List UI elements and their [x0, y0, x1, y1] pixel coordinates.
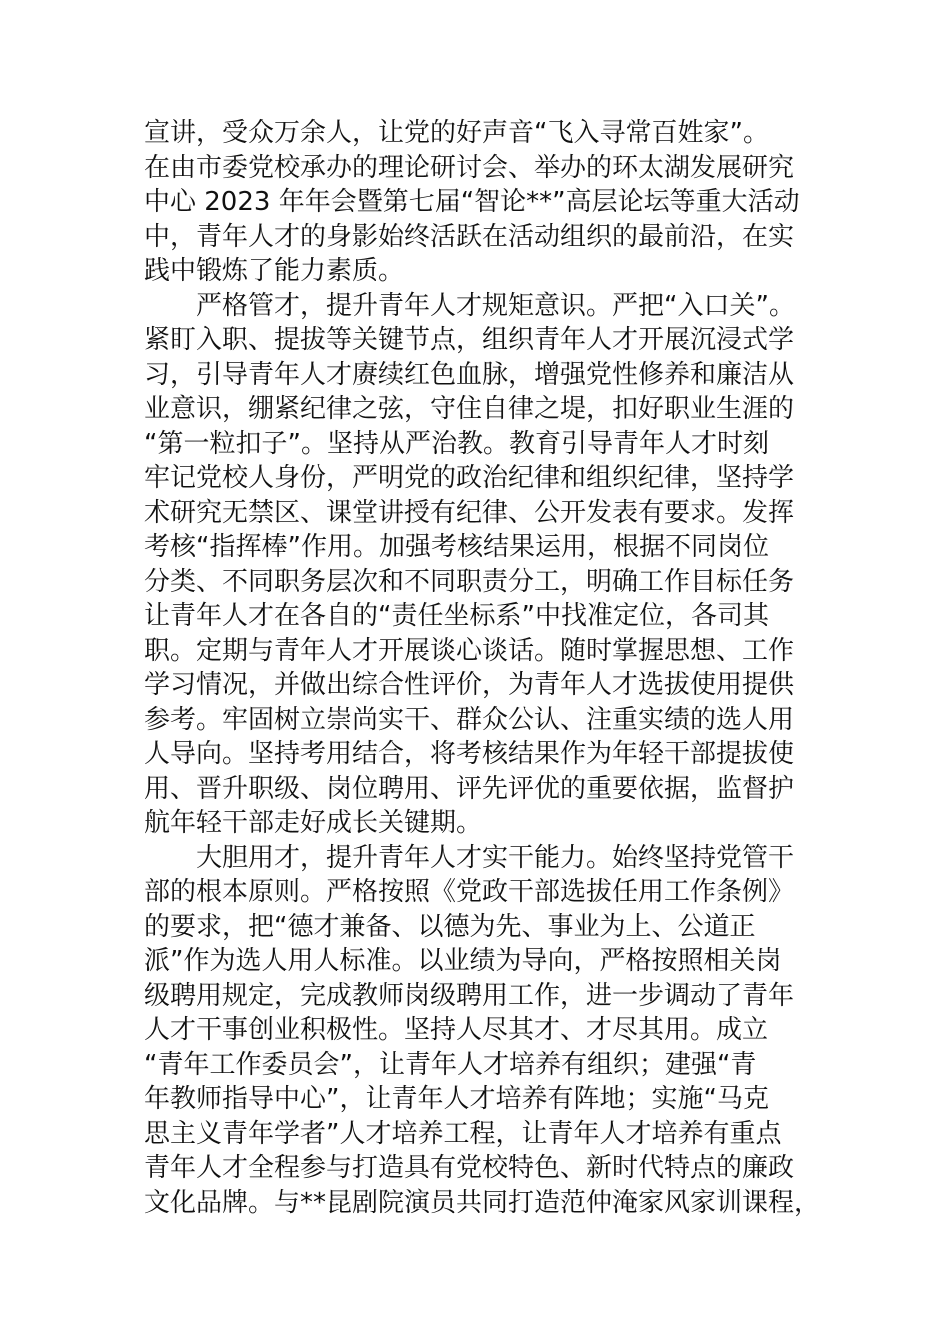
text-line: “青年工作委员会”，让青年人才培养有组织；建强“青 — [144, 1049, 757, 1080]
text-line: 职。定期与青年人才开展谈心谈话。随时掌握思想、工作 — [144, 635, 795, 666]
text-line: 让青年人才在各自的“责任坐标系”中找准定位，各司其 — [144, 601, 769, 631]
text-line: 年教师指导中心”，让青年人才培养有阵地；实施“马克 — [144, 1084, 769, 1114]
paragraph-start-line: 大胆用才，提升青年人才实干能力。始终坚持党管干 — [144, 842, 795, 873]
text-line: 宣讲，受众万余人，让党的好声音“飞入寻常百姓家”。 — [144, 118, 769, 148]
text-line: 用、晋升职级、岗位聘用、评先评优的重要依据，监督护 — [144, 773, 795, 804]
text-line: 在由市委党校承办的理论研讨会、举办的环太湖发展研究 — [144, 152, 795, 183]
text-line: 人导向。坚持考用结合，将考核结果作为年轻干部提拔使 — [144, 739, 795, 769]
text-line: 级聘用规定，完成教师岗级聘用工作，进一步调动了青年 — [144, 980, 795, 1011]
text-line: 践中锻炼了能力素质。 — [144, 256, 405, 286]
text-line: 文化品牌。与**昆剧院演员共同打造范仲淹家风家训课程， — [144, 1187, 821, 1218]
text-line: 的要求，把“德才兼备、以德为先、事业为上、公道正 — [144, 911, 756, 942]
text-line: 紧盯入职、提拔等关键节点，组织青年人才开展沉浸式学 — [144, 325, 795, 355]
text-line: 部的根本原则。严格按照《党政干部选拔任用工作条例》 — [144, 877, 795, 907]
text-line: 思主义青年学者”人才培养工程，让青年人才培养有重点 — [144, 1118, 782, 1149]
text-line: 航年轻干部走好成长关键期。 — [144, 808, 483, 838]
text-line: 中，青年人才的身影始终活跃在活动组织的最前沿，在实 — [144, 221, 795, 252]
text-line: 考核“指挥棒”作用。加强考核结果运用，根据不同岗位 — [144, 532, 769, 562]
text-line: 青年人才全程参与打造具有党校特色、新时代特点的廉政 — [144, 1153, 795, 1183]
paragraph-start-line: 严格管才，提升青年人才规矩意识。严把“入口关”。 — [144, 290, 795, 321]
text-line: 分类、不同职务层次和不同职责分工，明确工作目标任务 — [144, 566, 795, 597]
text-line: 习，引导青年人才赓续红色血脉，增强党性修养和廉洁从 — [144, 359, 795, 390]
text-line: 参考。牢固树立崇尚实干、群众公认、注重实绩的选人用 — [144, 704, 795, 735]
text-line: 派”作为选人用人标准。以业绩为导向，严格按照相关岗 — [144, 946, 782, 976]
text-line: “第一粒扣子”。坚持从严治教。教育引导青年人才时刻 — [144, 428, 769, 459]
text-line: 学习情况，并做出综合性评价，为青年人才选拔使用提供 — [144, 670, 795, 700]
document-body — [144, 116, 844, 1220]
text-line: 人才干事创业积极性。坚持人尽其才、才尽其用。成立 — [144, 1015, 769, 1045]
text-line: 中心 2023 年年会暨第七届“智论**”高层论坛等重大活动 — [144, 187, 800, 217]
text-line: 牢记党校人身份，严明党的政治纪律和组织纪律，坚持学 — [144, 463, 795, 493]
text-line: 业意识，绷紧纪律之弦，守住自律之堤，扣好职业生涯的 — [144, 394, 795, 424]
text-line: 术研究无禁区、课堂讲授有纪律、公开发表有要求。发挥 — [144, 497, 795, 528]
